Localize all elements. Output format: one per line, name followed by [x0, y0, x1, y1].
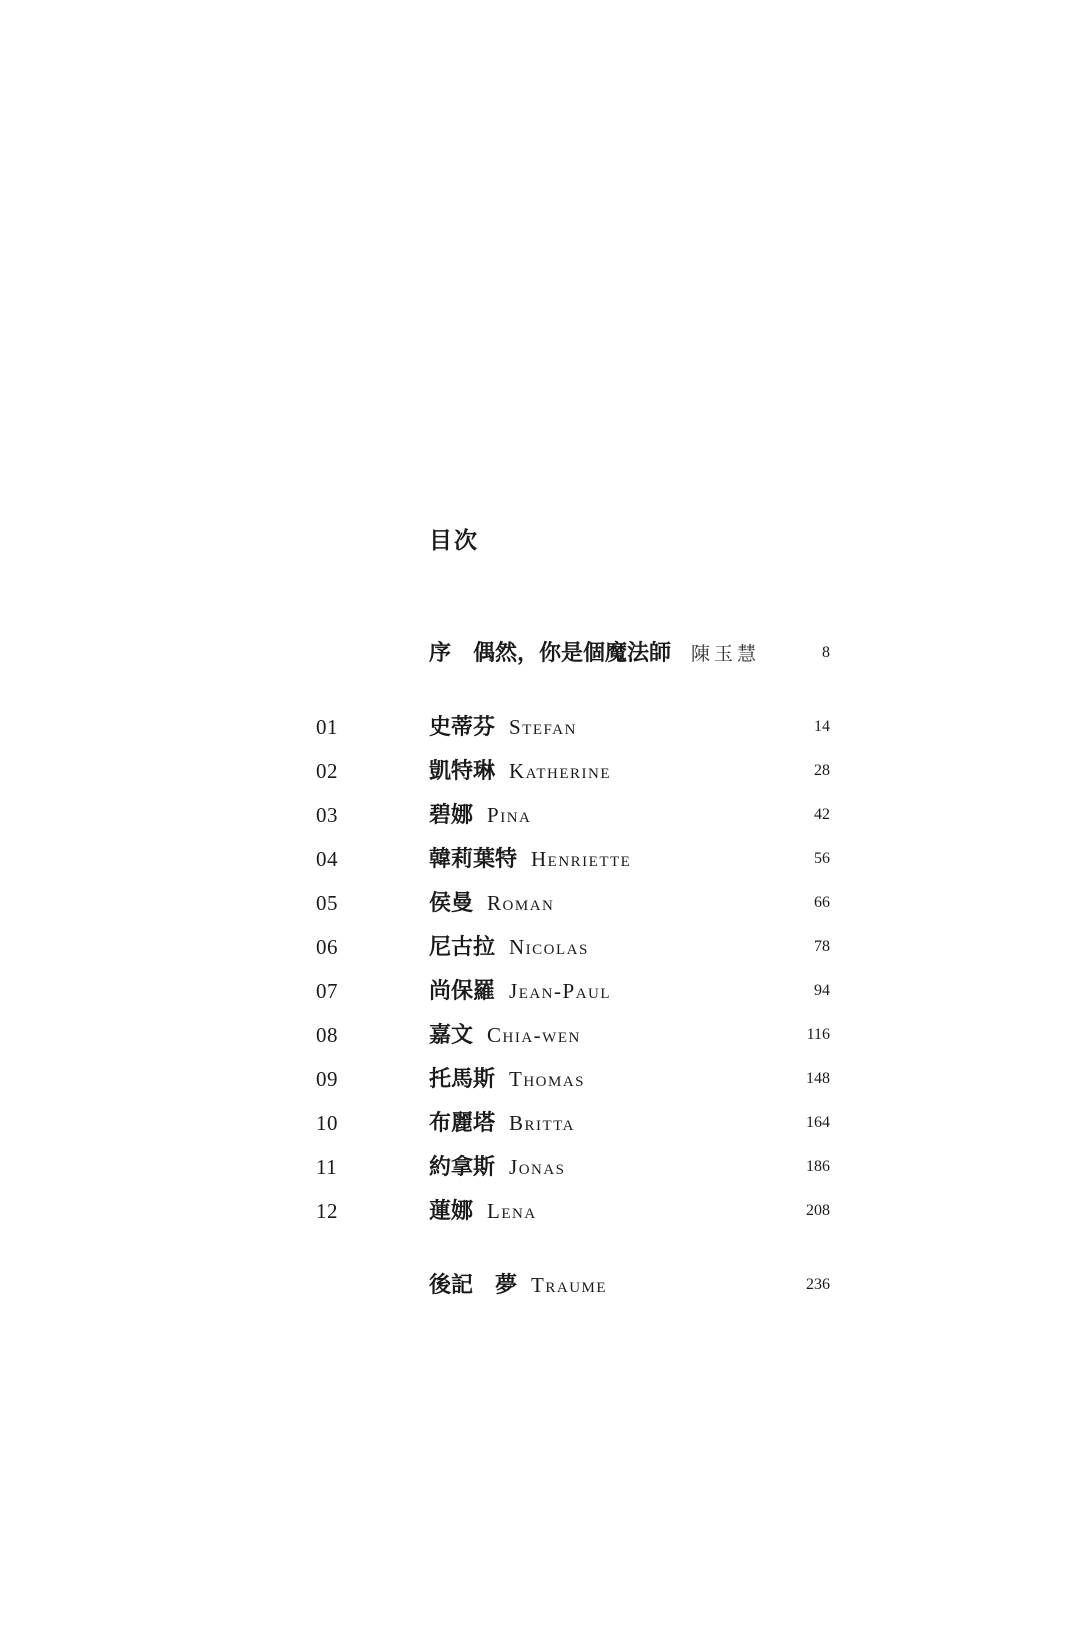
chapter-number: 09 — [316, 1067, 338, 1091]
entry-title — [429, 1194, 537, 1228]
page-number: 42 — [814, 806, 830, 823]
page-number: 66 — [814, 894, 830, 911]
chapter-name-cn: 嘉文 — [429, 1022, 474, 1048]
chapter-name-cn: 約拿斯 — [429, 1154, 496, 1180]
entry-title — [429, 842, 631, 876]
toc-entry[interactable] — [0, 930, 1073, 964]
toc-entry[interactable] — [0, 1106, 1073, 1140]
chapter-number: 10 — [316, 1111, 338, 1135]
toc-entry[interactable] — [0, 1150, 1073, 1184]
chapter-name-en: Jean-Paul — [509, 979, 612, 1003]
page-number: 164 — [806, 1114, 830, 1131]
page-number: 208 — [806, 1202, 830, 1219]
chapter-name-cn: 韓莉葉特 — [429, 846, 518, 872]
toc-entry[interactable] — [0, 842, 1073, 876]
afterword-title: 夢 — [495, 1272, 518, 1298]
entry-title — [429, 1062, 585, 1096]
page-number: 116 — [806, 1026, 830, 1043]
preface-title: 偶然，你是個魔法師 — [473, 640, 672, 666]
chapter-name-en: Stefan — [509, 715, 577, 739]
toc-entry[interactable] — [0, 798, 1073, 832]
entry-title — [429, 754, 611, 788]
entry-title — [429, 974, 611, 1008]
toc-entry[interactable] — [0, 1018, 1073, 1052]
toc-entry[interactable] — [0, 1194, 1073, 1228]
entry-title — [429, 1106, 575, 1140]
page-title: 目次 — [429, 527, 479, 554]
chapter-number: 05 — [316, 891, 338, 915]
toc-entry[interactable] — [0, 710, 1073, 744]
afterword-label: 後記 — [429, 1272, 474, 1298]
page-number: 28 — [814, 762, 830, 779]
chapter-number: 07 — [316, 979, 338, 1003]
toc-entry-afterword[interactable] — [0, 1268, 1073, 1302]
chapter-name-en: Katherine — [509, 759, 612, 783]
chapter-name-en: Jonas — [509, 1155, 566, 1179]
chapter-number: 01 — [316, 715, 338, 739]
entry-title — [429, 1018, 581, 1052]
entry-title — [429, 636, 760, 671]
chapter-name-en: Lena — [487, 1199, 537, 1223]
chapter-name-cn: 托馬斯 — [429, 1066, 496, 1092]
page-number: 94 — [814, 982, 830, 999]
chapter-name-en: Pina — [487, 803, 532, 827]
page-number: 236 — [806, 1276, 830, 1293]
page-number: 186 — [806, 1158, 830, 1175]
page-number: 8 — [822, 644, 830, 661]
chapter-name-cn: 碧娜 — [429, 802, 474, 828]
chapter-number: 11 — [316, 1155, 338, 1179]
chapter-name-cn: 侯曼 — [429, 890, 474, 916]
entry-title — [429, 886, 554, 920]
chapter-name-cn: 史蒂芬 — [429, 714, 496, 740]
chapter-name-en: Chia-wen — [487, 1023, 581, 1047]
toc-entry[interactable] — [0, 886, 1073, 920]
toc-entry[interactable] — [0, 974, 1073, 1008]
entry-title — [429, 1268, 607, 1302]
chapter-name-en: Thomas — [509, 1067, 586, 1091]
chapter-name-en: Britta — [509, 1111, 575, 1135]
chapter-name-en: Roman — [487, 891, 555, 915]
chapter-number: 06 — [316, 935, 338, 959]
entry-title — [429, 930, 589, 964]
entry-title — [429, 1150, 566, 1184]
chapter-name-cn: 凱特琳 — [429, 758, 496, 784]
preface-label: 序 — [429, 640, 452, 666]
toc-entry-preface[interactable] — [0, 636, 1073, 670]
chapter-number: 08 — [316, 1023, 338, 1047]
chapter-name-cn: 蓮娜 — [429, 1198, 474, 1224]
entry-title — [429, 710, 577, 744]
toc-entry[interactable] — [0, 754, 1073, 788]
chapter-number: 04 — [316, 847, 338, 871]
chapter-number: 02 — [316, 759, 338, 783]
chapter-name-cn: 布麗塔 — [429, 1110, 496, 1136]
chapter-name-cn: 尚保羅 — [429, 978, 496, 1004]
preface-author: 陳玉慧 — [691, 643, 761, 665]
chapter-name-cn: 尼古拉 — [429, 934, 496, 960]
entry-title — [429, 798, 531, 832]
chapter-name-en: Henriette — [531, 847, 632, 871]
chapter-number: 12 — [316, 1199, 338, 1223]
afterword-title-en: Traume — [531, 1273, 608, 1297]
chapter-name-en: Nicolas — [509, 935, 589, 959]
page-number: 56 — [814, 850, 830, 867]
toc-entry[interactable] — [0, 1062, 1073, 1096]
chapter-number: 03 — [316, 803, 338, 827]
page-number: 78 — [814, 938, 830, 955]
page-number: 14 — [814, 718, 830, 735]
page-number: 148 — [806, 1070, 830, 1087]
